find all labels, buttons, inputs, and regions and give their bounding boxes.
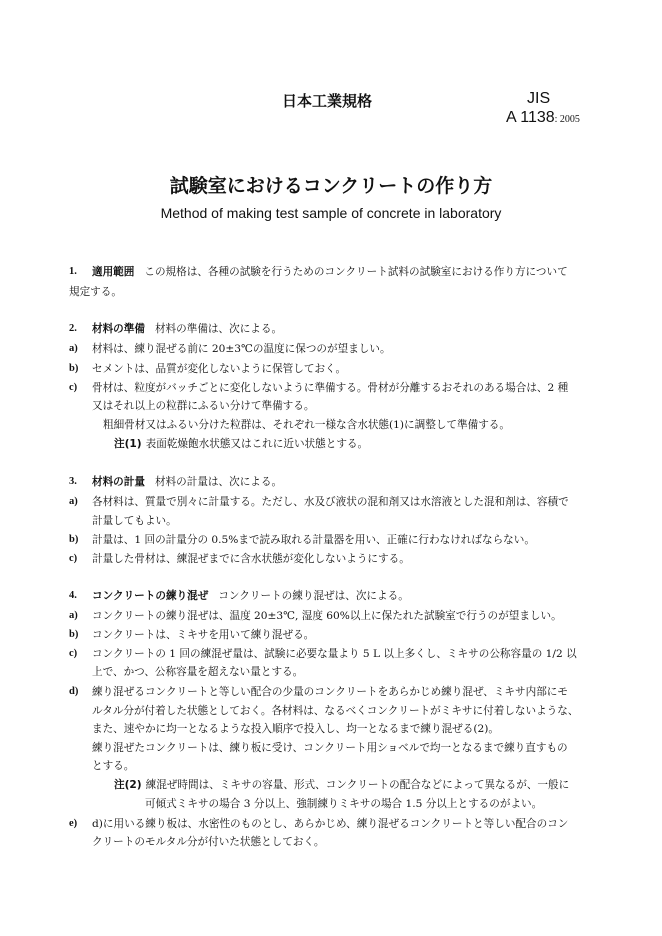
item-text: 上で、かつ、公称容量を超えない量とする。 xyxy=(92,666,304,678)
title-english: Method of making test sample of concrete in laboratory xyxy=(160,205,502,221)
section-heading: 材料の準備 xyxy=(92,323,145,335)
item-text: とする。 xyxy=(92,760,135,772)
item-text: 粗細骨材又はふるい分けた粒群は、それぞれ一様な含水状態(1)に調整して準備する。 xyxy=(103,419,510,431)
section-heading: 材料の計量 xyxy=(92,476,145,488)
item-label: a) xyxy=(69,343,78,354)
section-text: この規格は、各種の試験を行うためのコンクリート試料の試験室における作り方について xyxy=(144,266,568,278)
section-number: 2. xyxy=(69,323,77,334)
item-label: e) xyxy=(69,818,78,829)
item-label: b) xyxy=(69,363,79,374)
standard-year: : 2005 xyxy=(554,114,580,125)
item-text: 計量した骨材は、練混ぜまでに含水状態が変化しないようにする。 xyxy=(92,553,410,565)
section-4-line-1 xyxy=(92,589,409,603)
section-2-line-1 xyxy=(92,322,282,336)
note-label: 注(2) xyxy=(114,779,142,791)
item-label: a) xyxy=(69,496,78,507)
item-text: セメントは、品質が変化しないように保管しておく。 xyxy=(92,363,347,375)
item-label: c) xyxy=(69,382,78,393)
standard-number-line xyxy=(506,109,580,127)
title-japanese: 試験室におけるコンクリートの作り方 xyxy=(169,175,493,197)
item-text: コンクリートは、ミキサを用いて練り混ぜる。 xyxy=(92,629,315,641)
note xyxy=(114,778,569,792)
item-text: 又はそれ以上の粒群にふるい分けて準備する。 xyxy=(92,400,315,412)
standard-name: 日本工業規格 xyxy=(282,92,373,110)
item-text: 練り混ぜるコンクリートと等しい配合の少量のコンクリートをあらかじめ練り混ぜ、ミキサ内部にモ xyxy=(92,686,568,698)
item-text: 各材料は、質量で別々に計量する。ただし、水及び液状の混和剤又は水溶液とした混和剤は、容積で xyxy=(92,496,569,508)
section-number: 4. xyxy=(69,590,77,601)
note xyxy=(114,437,368,451)
item-text: コンクリートの 1 回の練混ぜ量は、試験に必要な量より 5 L 以上多くし、ミキサの公称容量の 1/2 以 xyxy=(92,648,577,660)
section-number: 3. xyxy=(69,476,77,487)
section-1-line-1 xyxy=(92,265,568,279)
item-label: b) xyxy=(69,629,79,640)
section-text: 規定する。 xyxy=(69,286,122,298)
standard-number: A 1138 xyxy=(506,109,555,126)
item-text: 計量してもよい。 xyxy=(92,515,177,527)
item-label: b) xyxy=(69,534,79,545)
item-text: d)に用いる練り板は、水密性のものとし、あらかじめ、練り混ぜるコンクリートと等しい配合のコン xyxy=(92,818,569,830)
jis-label: JIS xyxy=(527,90,551,107)
note-text: 可傾式ミキサの場合 3 分以上、強制練りミキサの場合 1.5 分以上とするのがよい。 xyxy=(145,798,543,810)
item-label: c) xyxy=(69,553,78,564)
item-text: また、速やかに均一となるような投入順序で投入し、均一となるまで練り混ぜる(2)。 xyxy=(92,723,499,735)
item-text: ルタル分が付着した状態としておく。各材料は、なるべくコンクリートがミキサに付着しないような、 xyxy=(92,705,579,717)
item-label: a) xyxy=(69,610,78,621)
note-label: 注(1) xyxy=(114,438,142,450)
note-text: 練混ぜ時間は、ミキサの容量、形式、コンクリートの配合などによって異なるが、一般に xyxy=(145,779,570,791)
item-text: クリートのモルタル分が付いた状態としておく。 xyxy=(92,836,325,848)
item-label: d) xyxy=(69,686,79,697)
section-intro: 材料の計量は、次による。 xyxy=(154,476,283,488)
section-intro: コンクリートの練り混ぜは、次による。 xyxy=(218,590,409,602)
item-text: 材料は、練り混ぜる前に 20±3℃の温度に保つのが望ましい。 xyxy=(92,343,391,355)
item-text: 練り混ぜたコンクリートは、練り板に受け、コンクリート用ショベルで均一となるまで練り直すもの xyxy=(92,742,568,754)
item-label: c) xyxy=(69,648,78,659)
section-heading: コンクリートの練り混ぜ xyxy=(92,590,209,602)
item-text: コンクリートの練り混ぜは、温度 20±3℃, 湿度 60%以上に保たれた試験室で行うのが望ましい。 xyxy=(92,610,562,622)
section-number: 1. xyxy=(69,266,77,277)
section-intro: 材料の準備は、次による。 xyxy=(154,323,283,335)
item-text: 骨材は、粒度がバッチごとに変化しないように準備する。骨材が分離するおそれのある場合は、2 種 xyxy=(92,382,569,394)
section-heading: 適用範囲 xyxy=(92,266,135,278)
section-3-line-1 xyxy=(92,475,282,489)
note-text: 表面乾燥飽水状態又はこれに近い状態とする。 xyxy=(145,438,369,450)
item-text: 計量は、1 回の計量分の 0.5%まで読み取れる計量器を用い、正確に行わなければならない。 xyxy=(92,534,535,546)
